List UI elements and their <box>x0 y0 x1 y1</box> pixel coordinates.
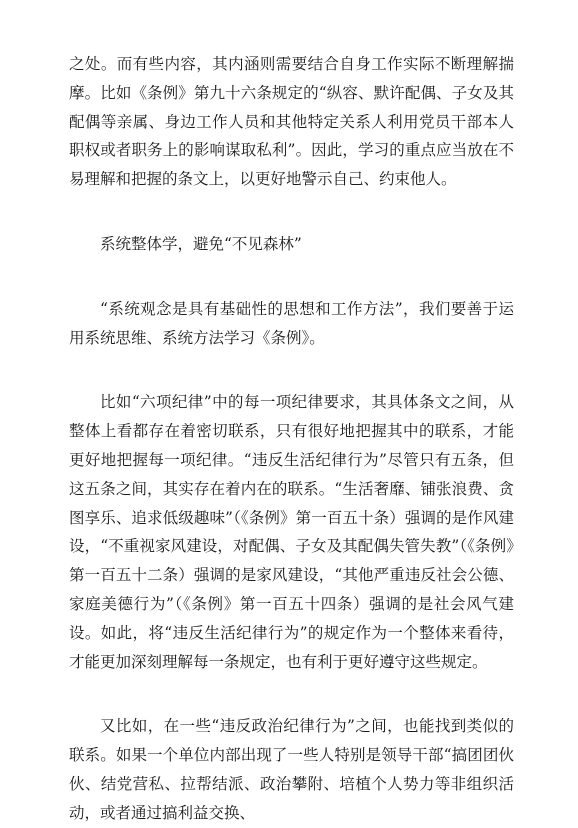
paragraph-political-discipline: 又比如，在一些“违反政治纪律行为”之间，也能找到类似的联系。如果一个单位内部出现了一些人特别是领导干部“搞团团伙伙、结党营私、拉帮结派、政治攀附、培植个人势力等非组织活动，或者通过搞利益交换、 <box>69 717 514 822</box>
paragraph-life-discipline: 比如“六项纪律”中的每一项纪律要求，其具体条文之间，从整体上看都存在着密切联系，只有很好地把握其中的联系，才能更好地把握每一项纪律。“违反生活纪律行为”尽管只有五条，但这五条之间，其实存在着内在的联系。“生活奢靡、铺张浪费、贪图享乐、追求低级趣味”（《条例》第一百五十条）强调的是作风建设，“不重视家风建设，对配偶、子女及其配偶失管失教”（《条例》第一百五十二条）强调的是家风建设，“其他严重违反社会公德、家庭美德行为”（《条例》第一百五十四条）强调的是社会风气建设。如此，将“违反生活纪律行为”的规定作为一个整体来看待，才能更加深刻理解每一条规定，也有利于更好遵守这些规定。 <box>69 393 514 671</box>
paragraph-intro-continuation: 之处。而有些内容，其内涵则需要结合自身工作实际不断理解揣摩。比如《条例》第九十六条规定的“纵容、默许配偶、子女及其配偶等亲属、身边工作人员和其他特定关系人利用党员干部本人职权或者职务上的影响谋取私利”。因此，学习的重点应当放在不易理解和把握的条文上，以更好地警示自己、约束他人。 <box>69 55 514 189</box>
paragraph-system-concept: “系统观念是具有基础性的思想和工作方法”，我们要善于运用系统思维、系统方法学习《条例》。 <box>69 299 514 347</box>
section-heading: 系统整体学，避免“不见森林” <box>100 234 302 253</box>
